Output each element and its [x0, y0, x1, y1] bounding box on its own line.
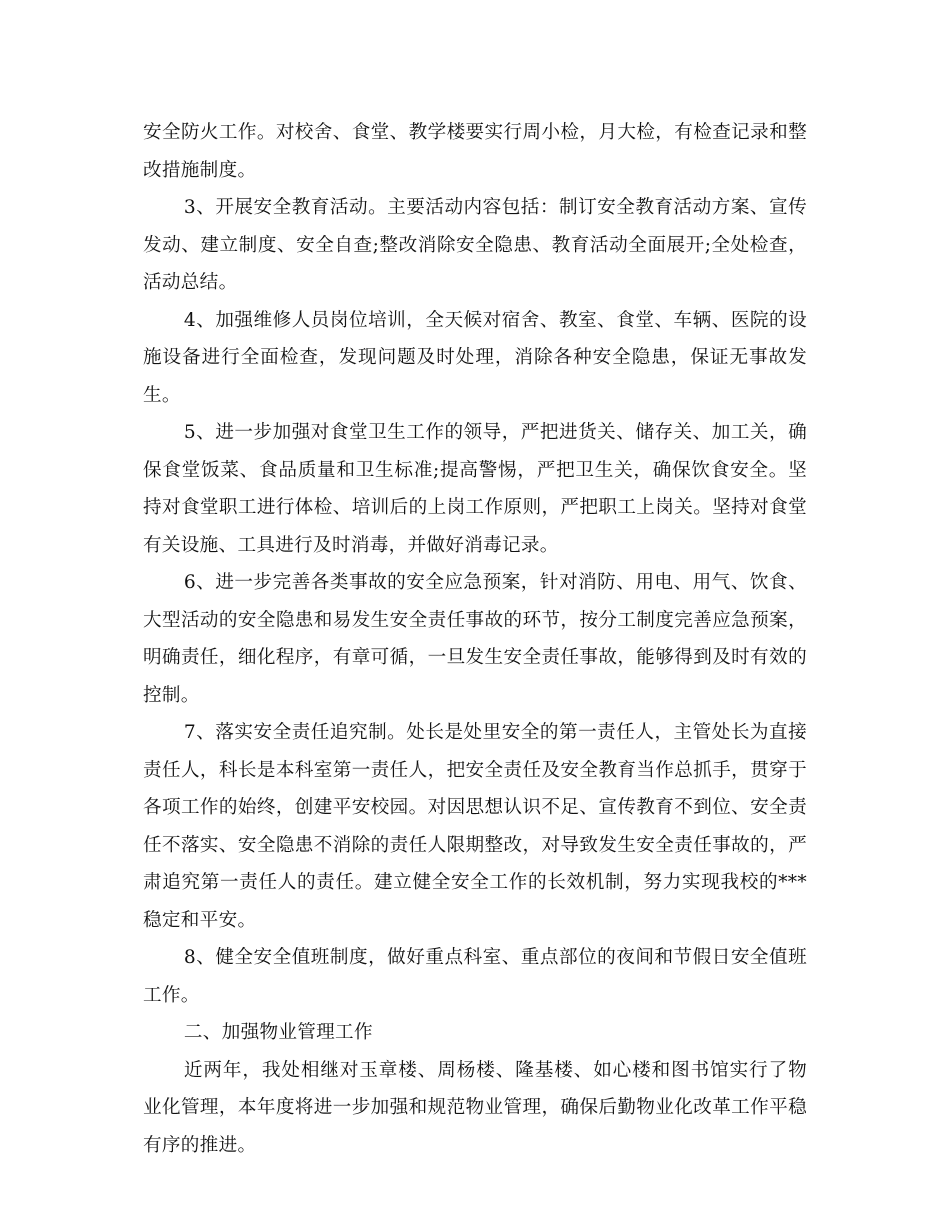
- paragraph-item-7: 7、落实安全责任追究制。处长是处里安全的第一责任人，主管处长为直接责任人，科长是本科室第一责任人，把安全责任及安全教育当作总抓手，贯穿于各项工作的始终，创建平安校园。对因思想认识不足、宣传教育不到位、安全责任不落实、安全隐患不消除的责任人限期整改，对导致发生安全责任事故的，严肃追究第一责任人的责任。建立健全安全工作的长效机制，努力实现我校的***稳定和平安。: [143, 722, 807, 931]
- section-heading: 二、加强物业管理工作: [183, 1022, 373, 1043]
- paragraph-item-5: 5、进一步加强对食堂卫生工作的领导，严把进货关、储存关、加工关，确保食堂饭菜、食品质量和卫生标准;提高警惕，严把卫生关，确保饮食安全。坚持对食堂职工进行体检、培训后的上岗工作原则，严把职工上岗关。坚持对食堂有关设施、工具进行及时消毒，并做好消毒记录。: [143, 422, 807, 556]
- paragraph-item-4: 4、加强维修人员岗位培训，全天候对宿舍、教室、食堂、车辆、医院的设施设备进行全面检查，发现问题及时处理，消除各种安全隐患，保证无事故发生。: [143, 309, 807, 406]
- paragraph-property-management: 近两年，我处相继对玉章楼、周杨楼、隆基楼、如心楼和图书馆实行了物业化管理，本年度将进一步加强和规范物业管理，确保后勤物业化改革工作平稳有序的推进。: [143, 1059, 807, 1156]
- paragraph-item-8: 8、健全安全值班制度，做好重点科室、重点部位的夜间和节假日安全值班工作。: [143, 947, 807, 1006]
- paragraph-continuation: 安全防火工作。对校舍、食堂、教学楼要实行周小检，月大检，有检查记录和整改措施制度。: [143, 122, 807, 181]
- document-body: [143, 114, 807, 1164]
- paragraph-item-6: 6、进一步完善各类事故的安全应急预案，针对消防、用电、用气、饮食、大型活动的安全隐患和易发生安全责任事故的环节，按分工制度完善应急预案，明确责任，细化程序，有章可循，一旦发生安全责任事故，能够得到及时有效的控制。: [143, 572, 807, 706]
- paragraph-item-3: 3、开展安全教育活动。主要活动内容包括：制订安全教育活动方案、宣传发动、建立制度、安全自查;整改消除安全隐患、教育活动全面展开;全处检查，活动总结。: [143, 197, 807, 293]
